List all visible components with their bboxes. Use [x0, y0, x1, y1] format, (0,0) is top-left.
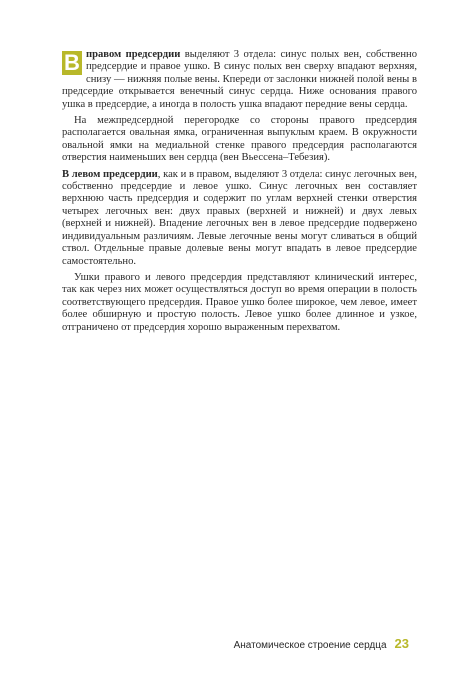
paragraph-text: Ушки правого и левого предсердия представляют клинический интерес, так как через них может осуществляться доступ во время операции в полость соответствующего предсердия. Правое ушко более широкое, чем левое, имеет более обширную и простую полость. Левое ушко более длинное и узкое, отграничено от предсердия хорошо выраженным перехватом.	[62, 271, 417, 333]
paragraph-text: выделяют 3 отдела: синус полых вен, собственно предсердие и правое ушко. В синус полых вен сверху впадают верхняя, снизу — нижняя полые вены. Кпереди от заслонки нижней полой вены в предсердие открывается венечный синус сердца. Ниже основания правого ушка в предсердие, а иногда в полость ушка впадают передние вены сердца.	[62, 49, 417, 110]
paragraph-septum	[62, 115, 417, 165]
paragraph-text: , как и в правом, выделяют 3 отдела: синус легочных вен, собственно предсердие и левое ушко. Синус легочных вен составляет верхнюю часть предсердия и содержит по углам верхней стенки отверстия четырех легочных вен: двух правых (верхней и нижней) и двух левых (верхней и нижней). Впадение легочных вен в левое предсердие подвержено индивидуальным различиям. Левые легочные вены могут сливаться в общий ствол. Отдельные правые долевые вены могут впадать в левое предсердие самостоятельно.	[62, 168, 417, 267]
paragraph-lead: правом предсердии	[86, 49, 181, 60]
paragraph-left-atrium	[62, 169, 417, 268]
paragraph-text: На межпредсердной перегородке со стороны правого предсердия располагается овальная ямка, ограниченная выпуклым краем. В окружности овальной ямки на медиальной стенке правого предсердия располагаются отверстия наименьших вен сердца (вен Вьессена–Тебезия).	[62, 115, 417, 164]
paragraph-right-atrium	[62, 49, 417, 111]
dropcap-letter: В	[62, 51, 82, 75]
paragraph-auricles	[62, 272, 417, 334]
page-number: 23	[394, 636, 409, 651]
running-head: Анатомическое строение сердца	[233, 640, 387, 651]
paragraph-lead: В левом предсердии	[62, 168, 158, 180]
body-text	[62, 49, 417, 338]
page-footer	[234, 636, 409, 651]
